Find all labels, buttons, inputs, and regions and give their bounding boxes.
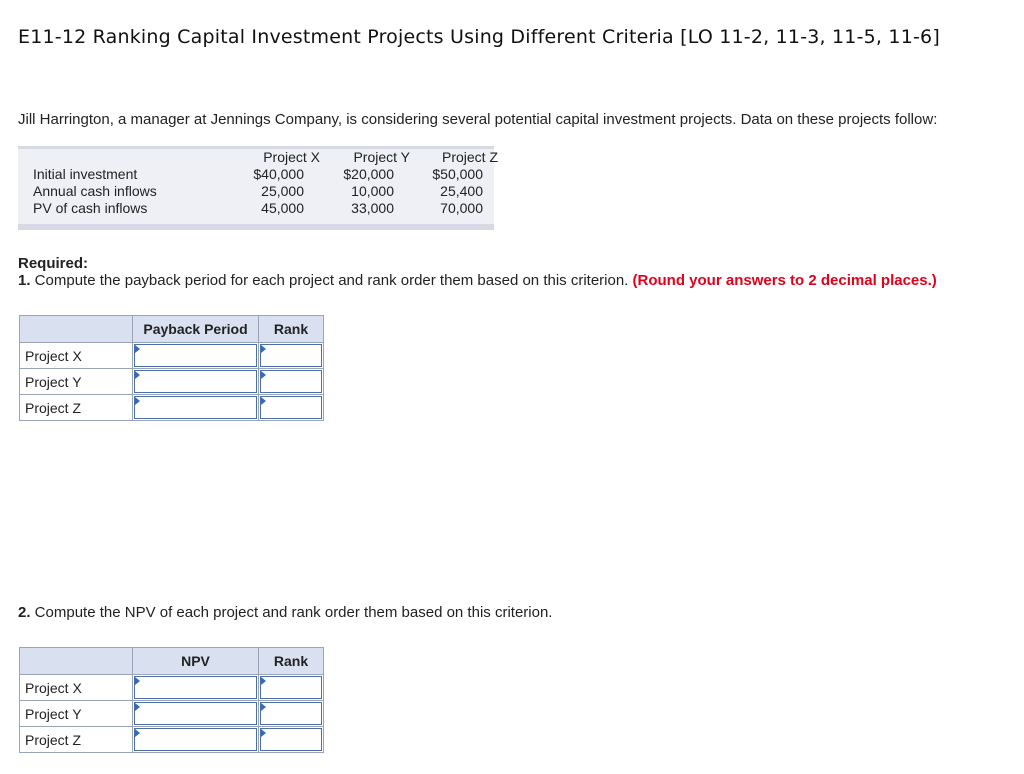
row-label: Project Y [20, 369, 133, 395]
rank-input-project-x[interactable] [260, 676, 322, 699]
table-row [20, 343, 324, 369]
npv-answer-table [19, 647, 324, 753]
header-rank: Rank [259, 648, 324, 675]
rank-input-project-x[interactable] [260, 344, 322, 367]
rank-input-project-z[interactable] [260, 396, 322, 419]
value-cell: 10,000 [351, 183, 394, 199]
header-payback-period: Payback Period [133, 316, 259, 343]
col-header-project-x: Project X [263, 149, 320, 165]
required-label: Required: [18, 255, 89, 272]
question-2-text: Compute the NPV of each project and rank order them based on this criterion. [30, 604, 553, 621]
project-data-table [18, 146, 498, 230]
value-cell: 33,000 [351, 200, 394, 216]
question-2: 2. Compute the NPV of each project and rank order them based on this criterion. [18, 604, 553, 621]
row-label: Project Y [20, 701, 133, 727]
rank-input-project-y[interactable] [260, 370, 322, 393]
row-label-initial-investment: Initial investment [33, 166, 138, 182]
value-cell: 25,400 [440, 183, 483, 199]
value-cell: $40,000 [253, 166, 304, 182]
value-cell: 70,000 [440, 200, 483, 216]
table-row [20, 395, 324, 421]
value-cell: $20,000 [343, 166, 394, 182]
row-label: Project X [20, 675, 133, 701]
payback-answer-table [19, 315, 324, 421]
npv-input-project-y[interactable] [134, 702, 257, 725]
value-cell: 25,000 [261, 183, 304, 199]
table-row [20, 701, 324, 727]
payback-input-project-x[interactable] [134, 344, 257, 367]
col-header-project-y: Project Y [353, 149, 410, 165]
row-label: Project Z [20, 395, 133, 421]
row-label: Project X [20, 343, 133, 369]
value-cell: $50,000 [432, 166, 483, 182]
table-row [20, 369, 324, 395]
required-heading [18, 255, 88, 273]
row-label-annual-cash-inflows: Annual cash inflows [33, 183, 157, 199]
payback-input-project-z[interactable] [134, 396, 257, 419]
header-rank: Rank [259, 316, 324, 343]
payback-input-project-y[interactable] [134, 370, 257, 393]
col-header-project-z: Project Z [441, 149, 498, 165]
value-cell: 45,000 [261, 200, 304, 216]
row-label-pv-cash-inflows: PV of cash inflows [33, 200, 148, 216]
npv-input-project-z[interactable] [134, 728, 257, 751]
header-npv: NPV [133, 648, 259, 675]
question-1: 1. Compute the payback period for each project and rank order them based on this criterion. (Round your answers to 2 decimal places.) [18, 272, 937, 289]
table-row [20, 675, 324, 701]
header-empty [20, 648, 133, 675]
question-1-text: Compute the payback period for each project and rank order them based on this criterion. [30, 272, 629, 289]
npv-input-project-x[interactable] [134, 676, 257, 699]
row-label: Project Z [20, 727, 133, 753]
problem-intro: Jill Harrington, a manager at Jennings Company, is considering several potential capital investment projects. Data on these projects follow: [18, 111, 938, 128]
rank-input-project-y[interactable] [260, 702, 322, 725]
rank-input-project-z[interactable] [260, 728, 322, 751]
page-title: E11-12 Ranking Capital Investment Projects Using Different Criteria [LO 11-2, 11-3, 11-5, 11-6] [18, 26, 940, 48]
header-empty [20, 316, 133, 343]
table-row [20, 727, 324, 753]
question-1-hint: (Round your answers to 2 decimal places.) [632, 272, 937, 289]
